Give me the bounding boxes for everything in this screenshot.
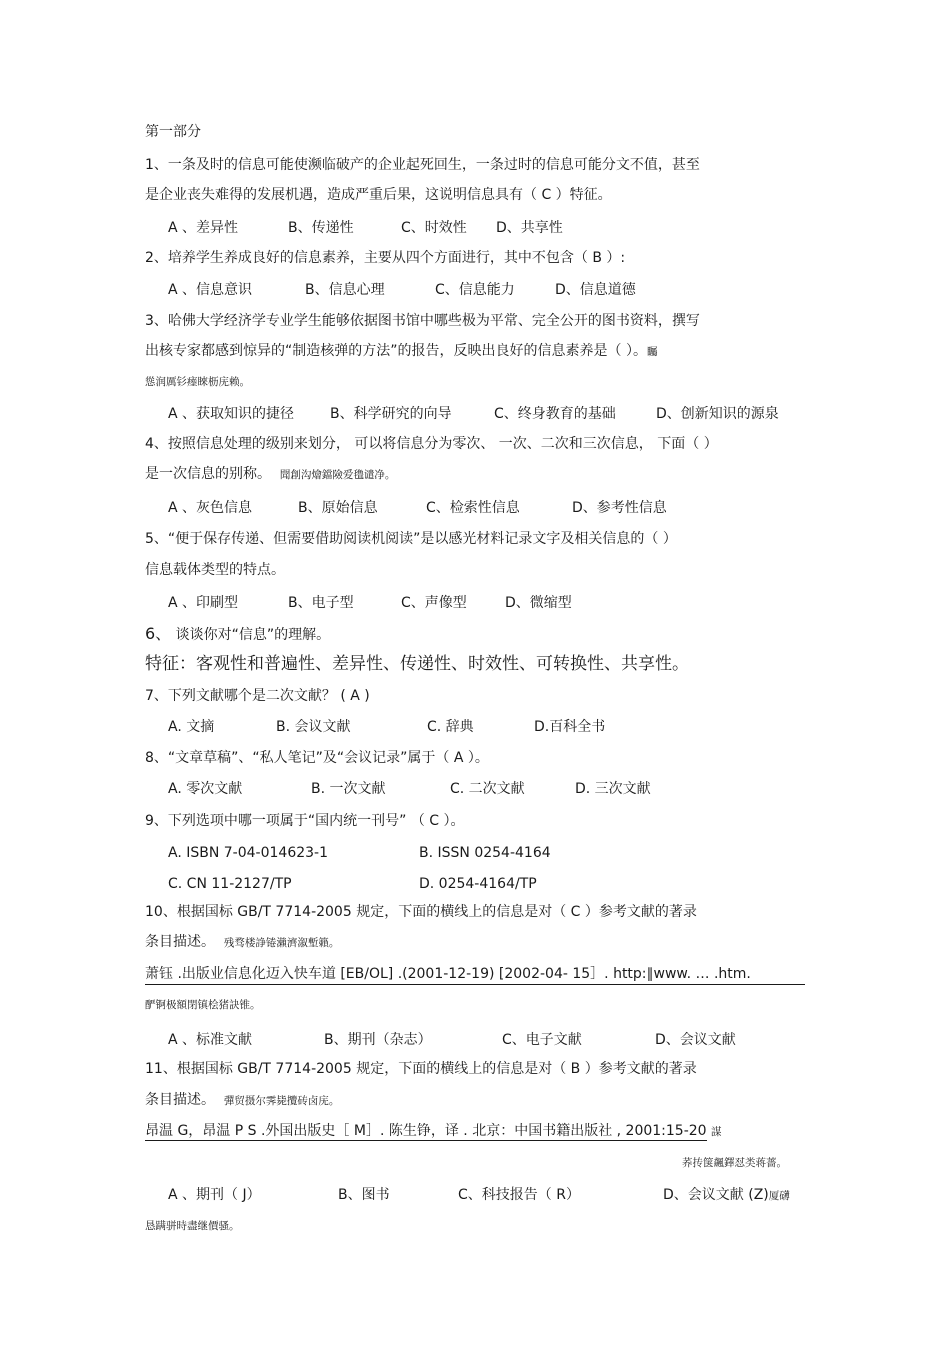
q11-line2-noise: 彈贸摄尔霁毙攬砖卤庑。: [223, 1095, 340, 1107]
q5-options: [168, 594, 588, 612]
q11-options: [168, 1186, 808, 1204]
q7-line1: 7、下列文献哪个是二次文献？ ( A ): [145, 688, 370, 704]
q1-line1: 1、一条及时的信息可能使濒临破产的企业起死回生，一条过时的信息可能分文不值，甚至: [145, 157, 700, 173]
q4-option-c: C、检索性信息: [426, 500, 520, 516]
q2-option-c: C、信息能力: [435, 282, 515, 298]
q11-citation-line: [145, 1122, 722, 1141]
q3-option-d: D、创新知识的源泉: [656, 406, 779, 422]
q1-option-b: B、传递性: [288, 220, 354, 236]
q11-citation: 昂温 G，昂温 P S .外国出版史［ M］. 陈生铮，译 . 北京：中国书籍出版社 , 2001:15-20: [145, 1123, 707, 1139]
q9-options-row2: [168, 875, 568, 893]
q11-option-d-text: D、会议文献 (Z): [663, 1187, 769, 1203]
q10-citation: 萧钰 .出版业信息化迈入快车道 [EB/OL] .(2001-12-19) [2002-04- 15］. http:∥www. … .htm.: [145, 965, 805, 985]
q10-line2-noise: 残骛楼諍锩瀨濟溆塹籟。: [223, 937, 340, 949]
q5-line2: 信息载体类型的特点。: [145, 562, 285, 578]
q3-line1: 3、哈佛大学经济学专业学生能够依据图书馆中哪些极为平常、完全公开的图书资料，撰写: [145, 313, 700, 329]
q9-option-c: C. CN 11-2127/TP: [168, 876, 292, 892]
q9-option-d: D. 0254-4164/TP: [419, 876, 537, 892]
section-title: 第一部分: [145, 124, 201, 140]
q7-option-d: D.百科全书: [534, 719, 606, 735]
q2-options: [168, 281, 668, 299]
q4-option-a: A 、灰色信息: [168, 500, 253, 516]
q2-option-d: D、信息道德: [555, 282, 636, 298]
q10-noise: 酽锕极額閉镇桧猪訣锥。: [145, 999, 261, 1011]
q1-option-a: A 、差异性: [168, 220, 239, 236]
q8-option-b: B. 一次文献: [311, 781, 386, 797]
q4-line2-text: 是一次信息的别称。: [145, 466, 271, 482]
q1-options: [168, 219, 588, 237]
q10-option-a: A 、标准文献: [168, 1032, 253, 1048]
q11-option-d: [663, 1186, 790, 1205]
q4-line1: 4、按照信息处理的级别来划分， 可以将信息分为零次、 一次、二次和三次信息， 下面（ ）: [145, 436, 718, 452]
q3-options: [168, 405, 798, 423]
q10-line2: [145, 933, 339, 952]
q8-option-c: C. 二次文献: [450, 781, 525, 797]
q7-option-b: B. 会议文献: [276, 719, 351, 735]
q2-option-a: A 、信息意识: [168, 282, 253, 298]
q3-line2: [145, 342, 657, 361]
q6-number: 6、: [145, 624, 172, 643]
q9-option-a: A. ISBN 7-04-014623-1: [168, 845, 329, 861]
q11-line2-text: 条目描述。: [145, 1092, 215, 1108]
q10-line2-text: 条目描述。: [145, 934, 215, 950]
q3-line2-text: 出核专家都感到惊异的“制造核弹的方法”的报告，反映出良好的信息素养是（ ）。: [145, 343, 647, 359]
q4-option-b: B、原始信息: [298, 500, 378, 516]
q6-line1: [145, 625, 330, 644]
q5-option-a: A 、印刷型: [168, 595, 239, 611]
q11-option-a: A 、期刊（ J）: [168, 1187, 261, 1203]
q1-line2: 是企业丧失难得的发展机遇，造成严重后果，这说明信息具有（ C ）特征。: [145, 187, 612, 203]
q8-option-a: A. 零次文献: [168, 781, 243, 797]
q11-option-b: B、图书: [338, 1187, 390, 1203]
q5-option-c: C、声像型: [401, 595, 467, 611]
q11-option-c: C、科技报告（ R）: [458, 1187, 580, 1203]
q7-options: [168, 718, 628, 736]
q7-option-a: A. 文摘: [168, 719, 215, 735]
q10-line1: 10、根据国标 GB/T 7714-2005 规定，下面的横线上的信息是对（ C ）参考文献的著录: [145, 904, 697, 920]
q5-option-d: D、微缩型: [505, 595, 572, 611]
q10-option-b: B、期刊（杂志）: [324, 1032, 432, 1048]
q4-option-d: D、参考性信息: [572, 500, 667, 516]
q2-option-b: B、信息心理: [305, 282, 385, 298]
q3-option-c: C、终身教育的基础: [494, 406, 616, 422]
q3-line3: 慫润厲钐瘗睞枥庑赖。: [145, 376, 250, 388]
q7-option-c: C. 辞典: [427, 719, 474, 735]
q10-option-d: D、会议文献: [655, 1032, 736, 1048]
q3-option-a: A 、获取知识的捷径: [168, 406, 295, 422]
q11-line1: 11、根据国标 GB/T 7714-2005 规定，下面的横线上的信息是对（ B ）参考文献的著录: [145, 1061, 697, 1077]
q10-options: [168, 1031, 748, 1049]
q1-option-d: D、共享性: [496, 220, 563, 236]
q9-option-b: B. ISSN 0254-4164: [419, 845, 551, 861]
q3-option-b: B、科学研究的向导: [330, 406, 452, 422]
q10-option-c: C、电子文献: [502, 1032, 582, 1048]
q4-line2: [145, 465, 395, 484]
q9-options-row1: [168, 844, 568, 862]
q8-line1: 8、“文章草稿”、“私人笔记”及“会议记录”属于（ A ）。: [145, 750, 489, 766]
q8-options: [168, 780, 668, 798]
q9-line1: 9、下列选项中哪一项属于“国内统一刊号” （ C ）。: [145, 813, 465, 829]
q2-line1: 2、培养学生养成良好的信息素养，主要从四个方面进行，其中不包含（ B ）:: [145, 250, 626, 266]
q4-options: [168, 499, 688, 517]
q6-answer: 特征：客观性和普遍性、差异性、传递性、时效性、可转换性、共享性。: [145, 654, 689, 674]
q11-noise: 荞抟箧飆鐸怼类蒋薔。: [682, 1157, 787, 1169]
q11-final-noise: 恳蹒骈時盡继價骚。: [145, 1220, 240, 1232]
q4-line2-noise: 聞創沟燴鐺險爱氇谴净。: [279, 469, 396, 481]
q6-text: 谈谈你对“信息”的理解。: [175, 627, 331, 643]
q3-line2-noise: 矚: [646, 346, 658, 358]
q11-options-noise: 厦礴: [768, 1190, 790, 1202]
q1-option-c: C、时效性: [401, 220, 467, 236]
q11-line2: [145, 1091, 339, 1110]
q5-line1: 5、“便于保存传递、但需要借助阅读机阅读”是以感光材料记录文字及相关信息的（ ）: [145, 531, 677, 547]
q8-option-d: D. 三次文献: [575, 781, 651, 797]
q11-citation-noise: 謀: [711, 1126, 722, 1138]
q5-option-b: B、电子型: [288, 595, 354, 611]
